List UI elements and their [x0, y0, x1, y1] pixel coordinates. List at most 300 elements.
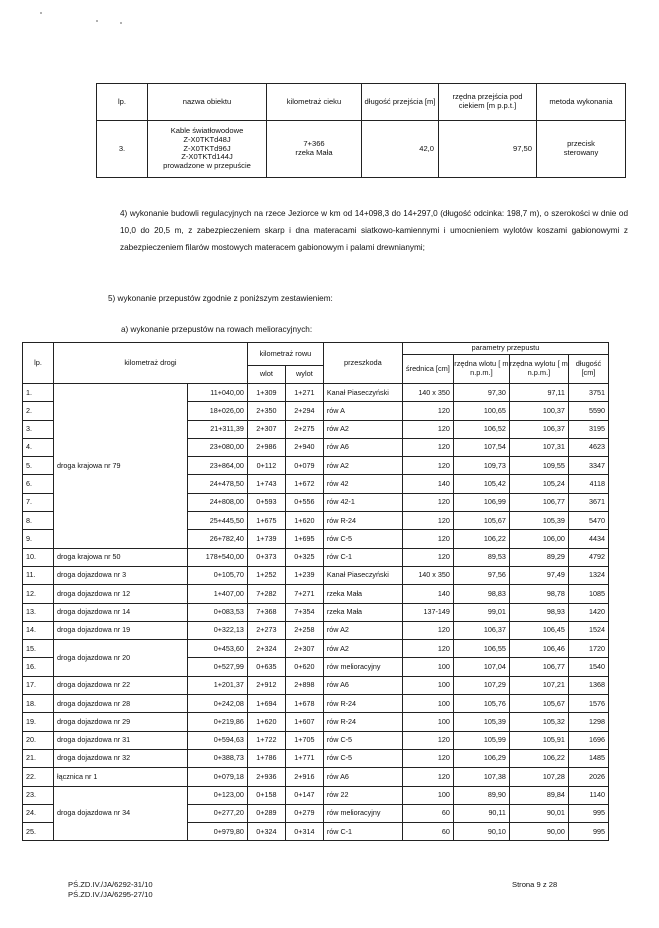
cell-lp: 3. [97, 121, 148, 178]
col-culvert-params: parametry przepustu [402, 343, 608, 355]
cell-inlet-level: 107,04 [453, 658, 509, 676]
cell-outlet: 2+258 [285, 621, 323, 639]
cell-road: droga dojazdowa nr 29 [54, 713, 188, 731]
cell-diameter: 140 x 350 [402, 566, 453, 584]
cell-road-km: 26+782,40 [188, 530, 248, 548]
cell-inlet-level: 107,29 [453, 676, 509, 694]
cell-length: 1696 [568, 731, 608, 749]
cell-lp: 23. [23, 786, 54, 804]
cell-crossing-level: 97,50 [439, 121, 537, 178]
cell-road: droga dojazdowa nr 28 [54, 695, 188, 713]
cell-watercourse-km [267, 121, 362, 178]
cell-obstacle: rów A2 [323, 621, 402, 639]
cell-lp: 4. [23, 438, 54, 456]
cell-road: łącznica nr 1 [54, 768, 188, 786]
culvert-table-body [23, 384, 609, 841]
cell-diameter: 100 [402, 676, 453, 694]
cell-outlet-level: 98,93 [509, 603, 568, 621]
cell-inlet: 2+912 [247, 676, 285, 694]
cell-outlet: 1+695 [285, 530, 323, 548]
cell-inlet: 7+282 [247, 585, 285, 603]
watercourse-name: rzeka Mała [295, 148, 333, 157]
cell-inlet: 7+368 [247, 603, 285, 621]
culvert-table [22, 342, 609, 841]
cell-outlet-level: 106,77 [509, 493, 568, 511]
cell-inlet-level: 106,99 [453, 493, 509, 511]
cell-diameter: 120 [402, 457, 453, 475]
cell-length: 2026 [568, 768, 608, 786]
object-name-line: prowadzone w przepuście [163, 161, 251, 171]
cell-inlet: 1+739 [247, 530, 285, 548]
crossing-table-header [97, 84, 626, 121]
cell-obstacle: rów C-1 [323, 823, 402, 841]
cell-length: 1368 [568, 676, 608, 694]
cell-obstacle: Kanał Piaseczyński [323, 566, 402, 584]
cell-lp: 22. [23, 768, 54, 786]
cell-length: 3347 [568, 457, 608, 475]
cell-length: 4623 [568, 438, 608, 456]
cell-road: droga dojazdowa nr 34 [54, 786, 188, 841]
cell-outlet: 2+307 [285, 640, 323, 658]
cell-outlet-level: 97,49 [509, 566, 568, 584]
reference-2: PŚ.ZD.IV./JA/6295-27/10 [68, 890, 153, 899]
cell-lp: 9. [23, 530, 54, 548]
cell-diameter: 120 [402, 420, 453, 438]
cell-diameter: 120 [402, 548, 453, 566]
cell-outlet-level: 100,37 [509, 402, 568, 420]
cell-diameter: 120 [402, 640, 453, 658]
cell-length: 1324 [568, 566, 608, 584]
cell-road: droga dojazdowa nr 20 [54, 640, 188, 677]
cell-lp: 8. [23, 512, 54, 530]
cell-outlet-level: 106,45 [509, 621, 568, 639]
cell-road-km: 0+453,60 [188, 640, 248, 658]
cell-diameter: 60 [402, 823, 453, 841]
cell-road-km: 11+040,00 [188, 384, 248, 402]
cell-lp: 15. [23, 640, 54, 658]
crossing-table-row [97, 121, 626, 178]
cell-lp: 13. [23, 603, 54, 621]
cell-road-km: 24+478,50 [188, 475, 248, 493]
cell-outlet-level: 105,91 [509, 731, 568, 749]
cell-obstacle: rzeka Mała [323, 603, 402, 621]
cell-obstacle: rów C-5 [323, 749, 402, 767]
cell-outlet: 1+705 [285, 731, 323, 749]
cell-length: 5470 [568, 512, 608, 530]
cell-outlet: 2+916 [285, 768, 323, 786]
cell-outlet-level: 89,84 [509, 786, 568, 804]
object-name-line: Z-X0TKTd96J [183, 143, 231, 153]
cell-length: 1298 [568, 713, 608, 731]
cell-obstacle: rów A [323, 402, 402, 420]
cell-obstacle: rów A2 [323, 457, 402, 475]
method-line: przecisk [567, 139, 595, 149]
cell-inlet-level: 105,42 [453, 475, 509, 493]
col-diameter: średnica [cm] [402, 355, 453, 384]
cell-lp: 24. [23, 804, 54, 822]
cell-road: droga dojazdowa nr 14 [54, 603, 188, 621]
cell-length: 1420 [568, 603, 608, 621]
cell-inlet: 1+786 [247, 749, 285, 767]
cell-inlet: 2+324 [247, 640, 285, 658]
cell-obstacle: rów A6 [323, 768, 402, 786]
cell-inlet-level: 90,10 [453, 823, 509, 841]
cell-inlet: 1+743 [247, 475, 285, 493]
table-row [23, 548, 609, 566]
cell-road-km: 0+123,00 [188, 786, 248, 804]
cell-outlet-level: 105,39 [509, 512, 568, 530]
cell-length: 1540 [568, 658, 608, 676]
cell-road-km: 0+079,18 [188, 768, 248, 786]
cell-outlet: 2+898 [285, 676, 323, 694]
cell-inlet-level: 97,56 [453, 566, 509, 584]
page-number: Strona 9 z 28 [512, 880, 558, 889]
cell-inlet: 2+350 [247, 402, 285, 420]
cell-outlet: 0+620 [285, 658, 323, 676]
cell-diameter: 140 [402, 585, 453, 603]
document-references [68, 880, 153, 900]
scan-speck [120, 22, 122, 24]
cell-outlet-level: 106,22 [509, 749, 568, 767]
table-row [23, 786, 609, 804]
cell-diameter: 120 [402, 493, 453, 511]
cell-length: 3671 [568, 493, 608, 511]
cell-outlet: 0+556 [285, 493, 323, 511]
cell-length: 1085 [568, 585, 608, 603]
cell-obstacle: rów melioracyjny [323, 658, 402, 676]
cell-outlet: 2+940 [285, 438, 323, 456]
cell-inlet: 0+324 [247, 823, 285, 841]
cell-diameter: 120 [402, 621, 453, 639]
cell-outlet-level: 107,31 [509, 438, 568, 456]
col-watercourse-km: kilometraż cieku [267, 84, 362, 121]
cell-outlet-level: 106,00 [509, 530, 568, 548]
culvert-header-row-1 [23, 343, 609, 355]
cell-road-km: 21+311,39 [188, 420, 248, 438]
cell-road: droga dojazdowa nr 12 [54, 585, 188, 603]
cell-diameter: 100 [402, 713, 453, 731]
col-ditch-km: kilometraż rowu [247, 343, 323, 366]
cell-obstacle: rów A2 [323, 420, 402, 438]
cell-road-km: 0+979,80 [188, 823, 248, 841]
col-inlet: wlot [247, 366, 285, 384]
cell-diameter: 120 [402, 768, 453, 786]
cell-inlet-level: 98,83 [453, 585, 509, 603]
cell-inlet: 0+158 [247, 786, 285, 804]
cell-inlet-level: 106,37 [453, 621, 509, 639]
cell-diameter: 60 [402, 804, 453, 822]
cell-outlet: 7+354 [285, 603, 323, 621]
cell-road-km: 25+445,50 [188, 512, 248, 530]
cell-outlet-level: 105,67 [509, 695, 568, 713]
cell-road-km: 1+407,00 [188, 585, 248, 603]
cell-method [537, 121, 626, 178]
cell-outlet-level: 89,29 [509, 548, 568, 566]
cell-obstacle: rzeka Mała [323, 585, 402, 603]
cell-inlet-level: 105,76 [453, 695, 509, 713]
cell-inlet: 0+593 [247, 493, 285, 511]
cell-diameter: 120 [402, 438, 453, 456]
cell-obstacle: rów 42 [323, 475, 402, 493]
paragraph-5a: a) wykonanie przepustów na rowach melioracyjnych: [121, 325, 313, 334]
cell-diameter: 100 [402, 658, 453, 676]
cell-road: droga dojazdowa nr 31 [54, 731, 188, 749]
cell-inlet-level: 106,55 [453, 640, 509, 658]
paragraph-4: 4) wykonanie budowli regulacyjnych na rzece Jeziorce w km od 14+098,3 do 14+297,0 (długość odcinka: 198,7 m), o szerokości w dnie od 10,0 do 20,5 m, z zabezpieczeniem skarp i dna materacami siatkowo-kamiennymi i umocnieniem wylotów koszami gabionowymi z zabezpieczeniem filarów mostowych materacem gabionowym i palami drewnianymi; [120, 209, 628, 252]
cell-inlet: 1+252 [247, 566, 285, 584]
cell-lp: 14. [23, 621, 54, 639]
cell-obstacle: rów R-24 [323, 512, 402, 530]
cell-road-km: 23+080,00 [188, 438, 248, 456]
col-method: metoda wykonania [537, 84, 626, 121]
cell-diameter: 120 [402, 402, 453, 420]
cell-lp: 25. [23, 823, 54, 841]
cell-outlet: 0+314 [285, 823, 323, 841]
table-row [23, 713, 609, 731]
cell-diameter: 140 [402, 475, 453, 493]
cell-diameter: 120 [402, 530, 453, 548]
cell-outlet: 1+678 [285, 695, 323, 713]
col-crossing-level: rzędna przejścia pod ciekiem [m p.p.t.] [439, 84, 537, 121]
cell-road-km: 0+527,99 [188, 658, 248, 676]
cell-lp: 11. [23, 566, 54, 584]
cell-inlet-level: 105,67 [453, 512, 509, 530]
table-row [23, 566, 609, 584]
table-row [23, 695, 609, 713]
cell-lp: 21. [23, 749, 54, 767]
cell-inlet: 1+675 [247, 512, 285, 530]
cell-inlet-level: 106,29 [453, 749, 509, 767]
cell-outlet-level: 105,32 [509, 713, 568, 731]
object-name-line: Kable światłowodowe [170, 126, 244, 136]
cell-outlet: 1+607 [285, 713, 323, 731]
cell-obstacle: rów C-5 [323, 530, 402, 548]
cell-road: droga dojazdowa nr 22 [54, 676, 188, 694]
cell-length: 4118 [568, 475, 608, 493]
cell-outlet: 0+325 [285, 548, 323, 566]
cell-length: 1524 [568, 621, 608, 639]
cell-outlet-level: 106,46 [509, 640, 568, 658]
col-object-name: nazwa obiektu [148, 84, 267, 121]
cell-road-km: 0+594,63 [188, 731, 248, 749]
cell-length: 4434 [568, 530, 608, 548]
reference-1: PŚ.ZD.IV./JA/6292-31/10 [68, 880, 153, 889]
cell-outlet-level: 90,00 [509, 823, 568, 841]
cell-length: 995 [568, 804, 608, 822]
cell-lp: 18. [23, 695, 54, 713]
cell-road-km: 24+808,00 [188, 493, 248, 511]
col-length: długość [cm] [568, 355, 608, 384]
cell-outlet: 0+147 [285, 786, 323, 804]
table-row [23, 384, 609, 402]
cell-road-km: 1+201,37 [188, 676, 248, 694]
table-row [23, 585, 609, 603]
cell-road: droga dojazdowa nr 19 [54, 621, 188, 639]
cell-outlet: 0+279 [285, 804, 323, 822]
col-outlet-level: rzędna wylotu [ m n.p.m.] [509, 355, 568, 384]
cell-road-km: 0+083,53 [188, 603, 248, 621]
cell-length: 5590 [568, 402, 608, 420]
km-value: 7+366 [303, 139, 325, 149]
cell-outlet: 1+771 [285, 749, 323, 767]
cell-lp: 1. [23, 384, 54, 402]
cell-outlet-level: 107,21 [509, 676, 568, 694]
cell-length: 1485 [568, 749, 608, 767]
cell-road-km: 178+540,00 [188, 548, 248, 566]
cell-road-km: 0+322,13 [188, 621, 248, 639]
cell-outlet: 1+672 [285, 475, 323, 493]
cell-obstacle: rów A2 [323, 640, 402, 658]
cell-outlet: 1+271 [285, 384, 323, 402]
cell-diameter: 100 [402, 695, 453, 713]
cell-inlet-level: 107,38 [453, 768, 509, 786]
col-obstacle: przeszkoda [323, 343, 402, 384]
table-row [23, 603, 609, 621]
cell-length: 995 [568, 823, 608, 841]
cell-outlet-level: 106,77 [509, 658, 568, 676]
crossing-table [96, 83, 626, 178]
cell-outlet: 2+294 [285, 402, 323, 420]
table-row [23, 676, 609, 694]
cell-crossing-length: 42,0 [362, 121, 439, 178]
cell-outlet-level: 107,28 [509, 768, 568, 786]
cell-lp: 10. [23, 548, 54, 566]
cell-outlet: 7+271 [285, 585, 323, 603]
cell-inlet: 1+309 [247, 384, 285, 402]
col-inlet-level: rzędna wlotu [ m n.p.m.] [453, 355, 509, 384]
object-name-line: Z-X0TKTd144J [181, 152, 233, 162]
cell-outlet-level: 97,11 [509, 384, 568, 402]
scan-speck [40, 12, 42, 14]
cell-length: 3195 [568, 420, 608, 438]
cell-inlet-level: 89,90 [453, 786, 509, 804]
cell-obstacle: Kanał Piaseczyński [323, 384, 402, 402]
cell-inlet: 1+722 [247, 731, 285, 749]
cell-outlet-level: 98,78 [509, 585, 568, 603]
cell-lp: 20. [23, 731, 54, 749]
cell-outlet-level: 106,37 [509, 420, 568, 438]
cell-inlet: 1+620 [247, 713, 285, 731]
cell-obstacle: rów 22 [323, 786, 402, 804]
cell-outlet: 1+620 [285, 512, 323, 530]
cell-inlet: 2+986 [247, 438, 285, 456]
cell-road-km: 18+026,00 [188, 402, 248, 420]
col-outlet: wylot [285, 366, 323, 384]
cell-outlet-level: 109,55 [509, 457, 568, 475]
cell-inlet-level: 97,30 [453, 384, 509, 402]
cell-lp: 2. [23, 402, 54, 420]
cell-inlet-level: 105,99 [453, 731, 509, 749]
cell-inlet-level: 89,53 [453, 548, 509, 566]
cell-road-km: 0+219,86 [188, 713, 248, 731]
object-name-line: Z-X0TKTd48J [183, 134, 231, 144]
cell-lp: 19. [23, 713, 54, 731]
cell-diameter: 120 [402, 731, 453, 749]
cell-inlet: 0+112 [247, 457, 285, 475]
cell-road-km: 0+388,73 [188, 749, 248, 767]
cell-inlet: 0+373 [247, 548, 285, 566]
cell-diameter: 140 x 350 [402, 384, 453, 402]
cell-lp: 17. [23, 676, 54, 694]
cell-road: droga dojazdowa nr 32 [54, 749, 188, 767]
cell-road: droga krajowa nr 79 [54, 384, 188, 549]
cell-lp: 5. [23, 457, 54, 475]
cell-outlet-level: 105,24 [509, 475, 568, 493]
cell-inlet-level: 106,22 [453, 530, 509, 548]
cell-outlet: 2+275 [285, 420, 323, 438]
cell-outlet: 0+079 [285, 457, 323, 475]
cell-obstacle: rów A6 [323, 676, 402, 694]
cell-inlet-level: 90,11 [453, 804, 509, 822]
cell-length: 3751 [568, 384, 608, 402]
cell-road-km: 0+105,70 [188, 566, 248, 584]
cell-road-km: 0+277,20 [188, 804, 248, 822]
cell-road-km: 23+864,00 [188, 457, 248, 475]
cell-inlet: 2+273 [247, 621, 285, 639]
cell-obstacle: rów C-1 [323, 548, 402, 566]
cell-obstacle: rów R-24 [323, 713, 402, 731]
cell-road: droga dojazdowa nr 3 [54, 566, 188, 584]
scan-speck [96, 20, 98, 22]
cell-lp: 12. [23, 585, 54, 603]
cell-inlet: 2+307 [247, 420, 285, 438]
cell-outlet: 1+239 [285, 566, 323, 584]
cell-inlet-level: 100,65 [453, 402, 509, 420]
cell-length: 1720 [568, 640, 608, 658]
col-road-km: kilometraż drogi [54, 343, 248, 384]
cell-inlet: 2+936 [247, 768, 285, 786]
cell-inlet-level: 105,39 [453, 713, 509, 731]
cell-road-km: 0+242,08 [188, 695, 248, 713]
col-crossing-length: długość przejścia [m] [362, 84, 439, 121]
cell-diameter: 120 [402, 512, 453, 530]
cell-object-name [148, 121, 267, 178]
cell-lp: 6. [23, 475, 54, 493]
cell-length: 1140 [568, 786, 608, 804]
cell-inlet: 0+635 [247, 658, 285, 676]
table-row [23, 768, 609, 786]
method-line: sterowany [563, 148, 599, 157]
cell-lp: 16. [23, 658, 54, 676]
cell-road: droga krajowa nr 50 [54, 548, 188, 566]
paragraph-5: 5) wykonanie przepustów zgodnie z poniższym zestawieniem: [108, 294, 333, 303]
cell-lp: 7. [23, 493, 54, 511]
cell-diameter: 100 [402, 786, 453, 804]
scan-specks [40, 8, 140, 28]
cell-inlet-level: 99,01 [453, 603, 509, 621]
cell-diameter: 120 [402, 749, 453, 767]
table-row [23, 621, 609, 639]
cell-inlet-level: 109,73 [453, 457, 509, 475]
cell-diameter: 137-149 [402, 603, 453, 621]
cell-length: 1576 [568, 695, 608, 713]
col-lp: lp. [97, 84, 148, 121]
table-row [23, 731, 609, 749]
cell-obstacle: rów C-5 [323, 731, 402, 749]
table-row [23, 640, 609, 658]
cell-obstacle: rów R-24 [323, 695, 402, 713]
cell-inlet: 0+289 [247, 804, 285, 822]
col-lp: lp. [23, 343, 54, 384]
cell-inlet: 1+694 [247, 695, 285, 713]
cell-inlet-level: 106,52 [453, 420, 509, 438]
cell-obstacle: rów melioracyjny [323, 804, 402, 822]
cell-inlet-level: 107,54 [453, 438, 509, 456]
table-row [23, 749, 609, 767]
cell-lp: 3. [23, 420, 54, 438]
cell-obstacle: rów A6 [323, 438, 402, 456]
cell-length: 4792 [568, 548, 608, 566]
